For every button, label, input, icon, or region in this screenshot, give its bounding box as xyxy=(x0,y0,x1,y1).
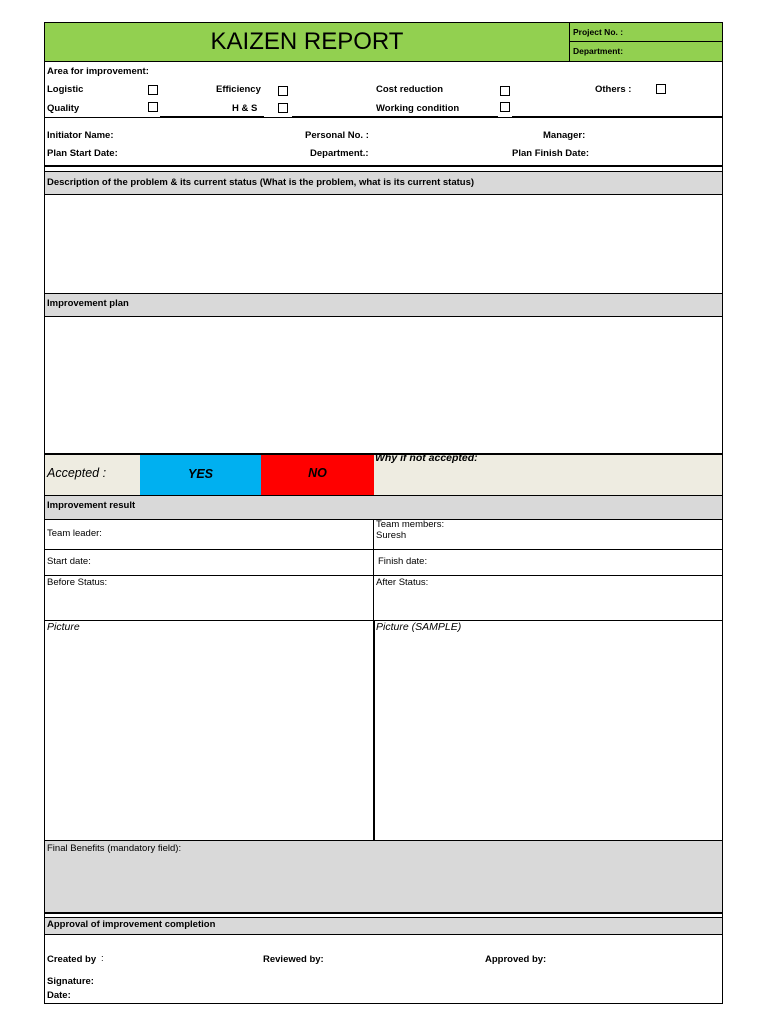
picture-column-divider xyxy=(373,620,375,840)
project-no-label: Project No. : xyxy=(573,27,624,37)
improvement-plan-header-bg xyxy=(45,293,722,316)
created-by-colon: : xyxy=(101,953,104,964)
initiator-bottom-border xyxy=(44,165,723,167)
option-others-label: Others : xyxy=(595,84,632,95)
option-cost-reduction-label: Cost reduction xyxy=(376,84,444,95)
picture-label: Picture xyxy=(47,621,80,633)
created-by-label: Created by xyxy=(47,954,97,965)
initiator-department-label: Department.: xyxy=(310,148,369,159)
option-working-condition-label: Working condition xyxy=(376,103,460,114)
signature-label: Signature: xyxy=(47,976,94,987)
start-date-label: Start date: xyxy=(47,556,91,567)
option-quality-label: Quality xyxy=(47,103,80,114)
team-leader-label: Team leader: xyxy=(47,528,102,539)
quality-checkbox[interactable] xyxy=(148,102,158,112)
option-hs-label: H & S xyxy=(232,103,258,114)
description-field[interactable] xyxy=(45,195,722,293)
result-column-divider xyxy=(373,519,374,620)
no-button-label: NO xyxy=(308,466,327,480)
team-row-bottom xyxy=(44,549,723,550)
logistic-checkbox[interactable] xyxy=(148,85,158,95)
approval-header-bottom xyxy=(44,934,723,935)
page-title: KAIZEN REPORT xyxy=(210,28,404,55)
after-picture-area[interactable] xyxy=(376,636,722,839)
improvement-plan-field[interactable] xyxy=(45,317,722,453)
area-bottom-border xyxy=(44,117,723,118)
date-row-bottom xyxy=(44,575,723,576)
team-members-value: Suresh xyxy=(376,530,407,541)
yes-button-label: YES xyxy=(187,467,213,481)
plan-finish-date-label: Plan Finish Date: xyxy=(512,148,590,159)
manager-label: Manager: xyxy=(543,130,586,141)
date-label: Date: xyxy=(47,990,71,1001)
before-picture-area[interactable] xyxy=(45,636,372,839)
approval-header: Approval of improvement completion xyxy=(47,919,216,930)
reviewed-by-label: Reviewed by: xyxy=(263,954,324,965)
improvement-result-header: Improvement result xyxy=(47,500,136,511)
description-header-top xyxy=(44,171,723,172)
area-title: Area for improvement: xyxy=(47,66,149,77)
final-benefits-label: Final Benefits (mandatory field): xyxy=(47,843,182,854)
approved-by-label: Approved by: xyxy=(485,954,547,965)
header-bottom-border xyxy=(44,61,723,62)
picture-sample-label: Picture (SAMPLE) xyxy=(376,621,462,633)
improvement-plan-top xyxy=(44,293,723,294)
after-status-label: After Status: xyxy=(376,577,429,588)
department-label: Department: xyxy=(573,46,624,56)
team-members-label: Team members: xyxy=(376,519,445,530)
acceptance-label: Accepted : xyxy=(47,466,107,480)
hs-checkbox[interactable] xyxy=(278,103,288,113)
cost-reduction-checkbox[interactable] xyxy=(500,86,510,96)
description-header: Description of the problem & its current status (What is the problem, what is its current status) xyxy=(47,177,475,188)
efficiency-checkbox[interactable] xyxy=(278,86,288,96)
option-efficiency-label: Efficiency xyxy=(216,84,261,95)
working-condition-checkbox[interactable] xyxy=(500,102,510,112)
personal-no-label: Personal No. : xyxy=(305,130,369,141)
option-logistic-label: Logistic xyxy=(47,84,84,95)
header-cell-divider xyxy=(569,41,723,42)
benefits-bottom xyxy=(44,912,723,914)
finish-date-label: Finish date: xyxy=(378,556,428,567)
before-status-label: Before Status: xyxy=(47,577,108,588)
others-checkbox[interactable] xyxy=(656,84,666,94)
plan-start-date-label: Plan Start Date: xyxy=(47,148,118,159)
improvement-plan-header: Improvement plan xyxy=(47,298,129,309)
initiator-name-label: Initiator Name: xyxy=(47,130,114,141)
improvement-result-header-bg xyxy=(45,496,722,519)
why-not-accepted-label: Why if not accepted: xyxy=(375,452,478,464)
